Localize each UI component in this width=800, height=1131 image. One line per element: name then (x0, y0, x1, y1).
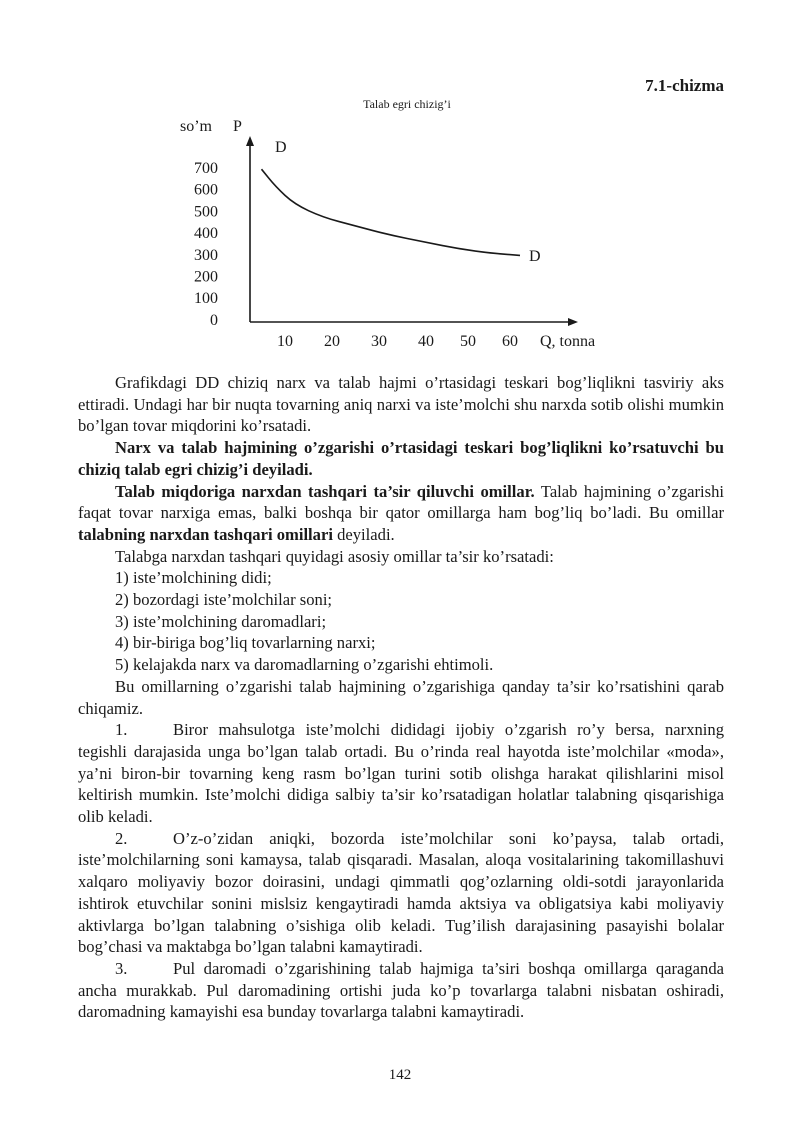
curve-label-start: D (275, 139, 287, 156)
figure-label: 7.1-chizma (645, 76, 724, 95)
y-tick-label: 500 (194, 203, 218, 221)
x-tick-label: 30 (371, 333, 387, 350)
x-tick-label: 50 (460, 333, 476, 350)
list-item: 3) iste’molchining daromadlari; (115, 611, 327, 631)
y-axis-arrow (246, 136, 254, 146)
numbered-item (78, 958, 724, 1023)
factors-heading: Talab miqdoriga narxdan tashqari ta’sir qiluvchi omillar. (115, 481, 535, 501)
item-text: Pul daromadi o’zgarishining talab hajmiga ta’siri boshqa omillarga qaraganda ancha murakkab. Pul daromadining ortishi juda ko’p tovarlarga talabni nisbatan oshiradi, daromadning kamayishi esa bunday tovarlarga talabni kamaytiradi. (78, 958, 724, 1022)
list-item: 4) bir-biriga bog’liq tovarlarning narxi; (115, 633, 376, 653)
factors-paragraph (78, 481, 724, 546)
paragraph-text: Talab hajmining o’zgarishi faqat tovar narxiga emas, balki boshqa bir qator omillarga ham bog’liq bo’ladi. Bu omillar (78, 481, 725, 523)
y-tick-label: 600 (194, 181, 218, 199)
x-tick-label: 20 (324, 333, 340, 350)
item-number: 3. (115, 958, 128, 978)
x-tick-label: 10 (277, 333, 293, 350)
y-tick-label: 100 (194, 290, 218, 308)
page-number: 142 (388, 1067, 412, 1083)
item-text: Biror mahsulotga iste’molchi dididagi ijobiy o’zgarish ro’y bersa, narxning tegishli darajasida unga bo’lgan talab ortadi. Bu o’rinda real hayotda iste’molchilar «moda», ya’ni biron-bir tovarning keng rasm bo’lgan turini sotib olishga harakat qilishlarini misol keltirish mumkin. Iste’molchi didiga salbiy ta’sir ko’rsatadigan holatlar talabning qisqarishiga olib keladi. (78, 720, 724, 827)
numbered-item (78, 719, 724, 828)
demand-curve-chart (0, 0, 800, 360)
numbered-item (78, 828, 724, 958)
y-tick-label: 300 (194, 246, 218, 264)
item-number: 2. (115, 828, 128, 848)
curve-label-end: D (529, 248, 541, 265)
y-tick-label: 200 (194, 268, 218, 286)
item-text: O’z-o’zidan aniqki, bozorda iste’molchilar soni ko’paysa, talab ortadi, iste’molchilarning soni kamaysa, talab qisqaradi. Masalan, aloqa vositalarining takomillashuvi xalqaro moliyaviy bozor doirasini, undagi qimmatli qog’ozlarning oldi-sotdi jarayonlarida ishtirok etuvchilar sonini mislsiz kengaytiradi hamda aktsiya va obligatsiya kabi moliyaviy aktivlarga bo’lgan talabning o’sishiga olib keladi. Tug’ilish darajasining pasayishi bolalar bog’chasi va maktabga bo’lgan talabni kamaytiradi. (78, 828, 724, 957)
definition-text: Narx va talab hajmining o’zgarishi o’rtasidagi teskari bog’liqlikni ko’rsatuvchi bu chiziq talab egri chizig’i deyiladi. (78, 438, 724, 479)
y-axis-unit: so’m (180, 118, 212, 135)
y-axis-label: P (233, 118, 242, 135)
paragraph: Talabga narxdan tashqari quyidagi asosiy omillar ta’sir ko’rsatadi: (115, 546, 554, 566)
item-number: 1. (115, 720, 128, 740)
list-item: 5) kelajakda narx va daromadlarning o’zgarishi ehtimoli. (115, 655, 494, 675)
x-tick-label: 40 (418, 333, 434, 350)
paragraph: Bu omillarning o’zgarishi talab hajmining o’zgarishiga qanday ta’sir ko’rsatishini qarab chiqamiz. (78, 676, 724, 718)
paragraph-text: deyiladi. (332, 524, 395, 544)
demand-curve-line (262, 169, 521, 255)
chart-title: Talab egri chizig’i (363, 97, 451, 111)
x-axis-label: Q, tonna (540, 333, 596, 350)
y-tick-label: 400 (194, 225, 218, 243)
y-tick-label: 700 (194, 160, 218, 177)
x-tick-label: 60 (502, 333, 518, 350)
body-text (78, 372, 724, 1023)
list-item: 1) iste’molchining didi; (115, 568, 272, 588)
list-item: 2) bozordagi iste’molchilar soni; (115, 590, 333, 610)
term-bold: talabning narxdan tashqari omillari (78, 524, 333, 544)
paragraph: Grafikdagi DD chiziq narx va talab hajmi o’rtasidagi teskari bog’liqlikni tasviriy aks ettiradi. Undagi har bir nuqta tovarning aniq narxi va iste’molchi shu narxda sotib olishi mumkin bo’lgan tovar miqdorini ko’rsatadi. (78, 373, 724, 436)
definition-paragraph (78, 437, 724, 480)
x-axis-arrow (568, 318, 578, 326)
y-tick-label: 0 (210, 311, 218, 329)
